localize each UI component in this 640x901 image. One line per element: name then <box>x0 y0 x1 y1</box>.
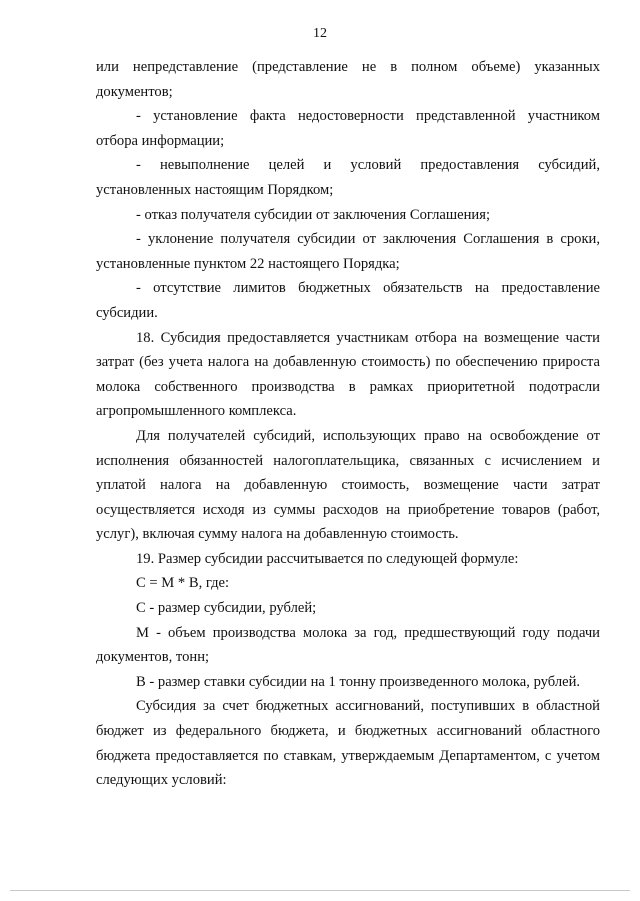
list-item: - отказ получателя субсидии от заключения Соглашения; <box>136 206 491 223</box>
bottom-divider <box>10 890 630 891</box>
list-item: - невыполнение целей и условий предоставления субсидий, установленных настоящим Порядком; <box>96 157 600 198</box>
formula-definition: М - объем производства молока за год, предшествующий году подачи документов, тонн; <box>96 624 600 666</box>
list-item: - уклонение получателя субсидии от заключения Соглашения в сроки, установленные пунктом 22 настоящего Порядка; <box>96 231 600 272</box>
formula: С = М * В, где: <box>136 575 230 592</box>
paragraph: 19. Размер субсидии рассчитывается по следующей формуле: <box>136 550 519 567</box>
paragraph: Для получателей субсидий, использующих право на освобождение от исполнения обязанностей налогоплательщика, связанных с исчислением и уплатой налога на добавленную стоимость, возмещение части затрат осуществляется исходя из суммы расходов на приобретение товаров (работ, услуг), включая сумму налога на добавленную стоимость. <box>96 427 600 543</box>
list-item: - отсутствие лимитов бюджетных обязательств на предоставление субсидии. <box>96 280 600 321</box>
paragraph: 18. Субсидия предоставляется участникам отбора на возмещение части затрат (без учета налога на добавленную стоимость) по обеспечению прироста молока собственного производства в рамках приоритетной подотрасли агропромышленного комплекса. <box>96 329 600 420</box>
paragraph: или непредставление (представление не в полном объеме) указанных документов; <box>96 59 600 100</box>
formula-definition: В - размер ставки субсидии на 1 тонну произведенного молока, рублей. <box>136 673 581 690</box>
list-item: - установление факта недостоверности представленной участником отбора информации; <box>96 108 600 149</box>
formula-definition: С - размер субсидии, рублей; <box>136 600 317 617</box>
paragraph: Субсидия за счет бюджетных ассигнований, поступивших в областной бюджет из федерального бюджета, и бюджетных ассигнований областного бюджета предоставляется по ставкам, утверждаемым Департаментом, с учетом следующих условий: <box>96 698 600 789</box>
page-number: 12 <box>313 26 327 41</box>
document-body <box>96 55 600 793</box>
